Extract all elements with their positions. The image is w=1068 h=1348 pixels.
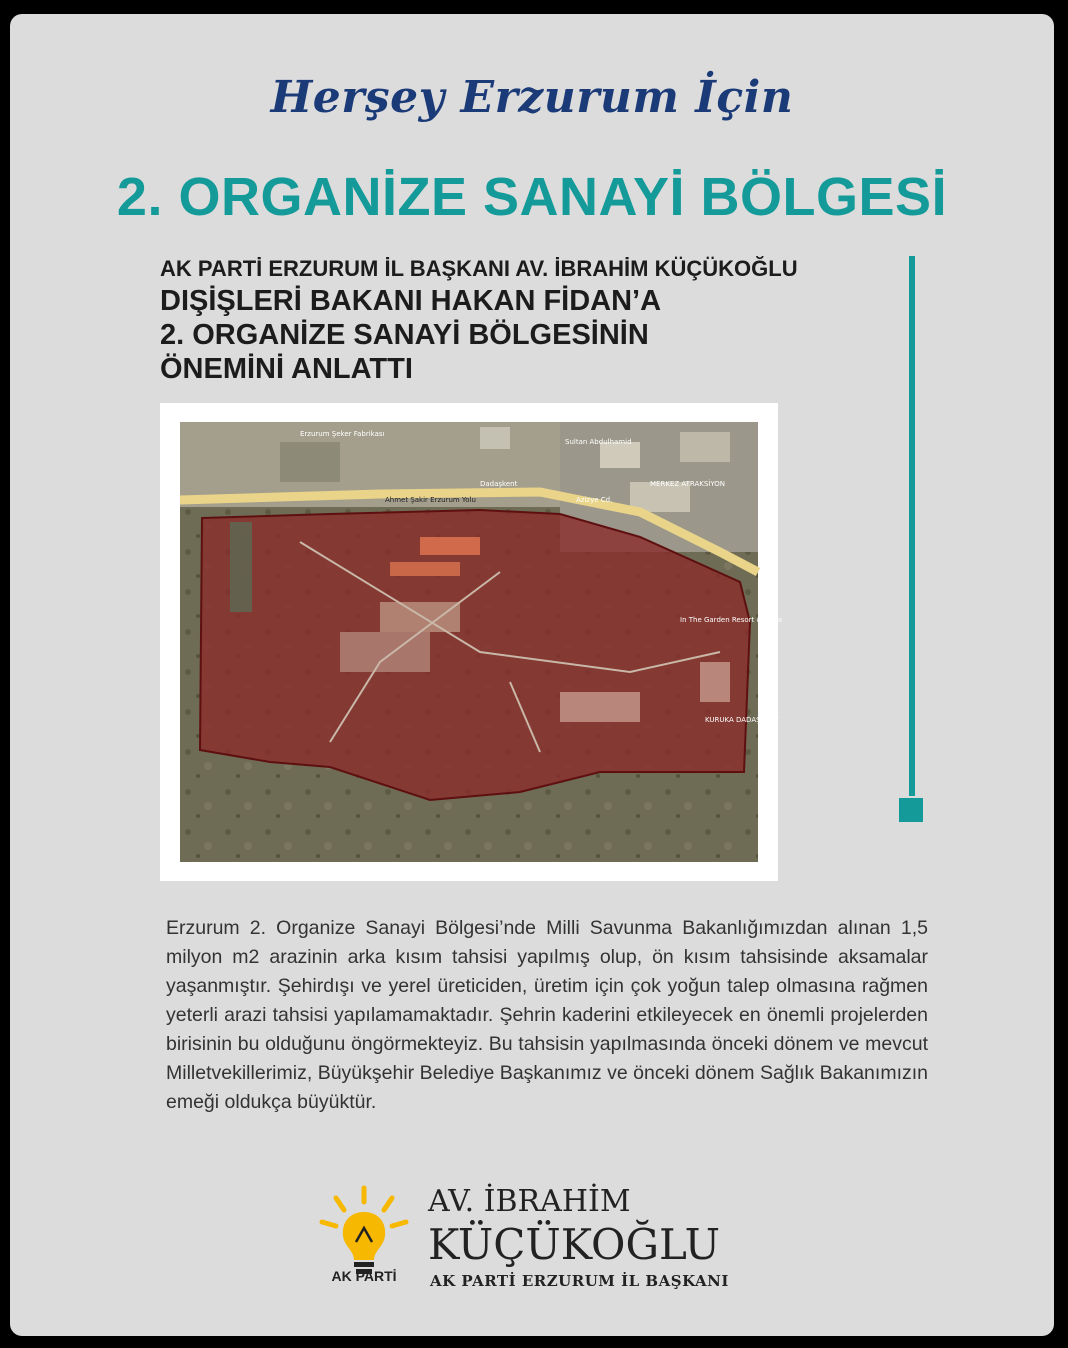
slogan: Herşey Erzurum İçin bbox=[270, 72, 794, 123]
signature-name-line-2: KÜÇÜKOĞLU bbox=[428, 1220, 721, 1269]
headline-line-3: 2. ORGANİZE SANAYİ BÖLGESİNİN bbox=[160, 319, 649, 351]
satellite-map bbox=[180, 422, 783, 862]
map-label-place3: Dadaşkent bbox=[480, 480, 518, 488]
poster bbox=[10, 14, 1054, 1336]
map-label-place4: MERKEZ ATRAKSİYON bbox=[650, 480, 725, 488]
map-label-place6: KURUKA DADAŞKENT bbox=[705, 716, 780, 724]
headline-line-2: DIŞİŞLERİ BAKANI HAKAN FİDAN’A bbox=[160, 285, 662, 317]
headline-line-4: ÖNEMİNİ ANLATTI bbox=[160, 353, 413, 385]
signature-name-line-1: AV. İBRAHİM bbox=[428, 1184, 631, 1219]
map-frame bbox=[160, 403, 783, 881]
headline bbox=[160, 254, 890, 386]
map-label-road: Ahmet Şakir Erzurum Yolu bbox=[385, 496, 476, 504]
map-label-place1: Erzurum Şeker Fabrikası bbox=[300, 430, 385, 438]
headline-line-1: AK PARTİ ERZURUM İL BAŞKANI AV. İBRAHİM KÜÇÜKOĞLU bbox=[160, 256, 798, 281]
page-title: 2. ORGANİZE SANAYİ BÖLGESİ bbox=[116, 167, 948, 227]
signature-role: AK PARTİ ERZURUM İL BAŞKANI bbox=[430, 1272, 729, 1290]
accent-square bbox=[899, 798, 923, 822]
map-label-place2: Sultan Abdulhamid bbox=[565, 438, 632, 446]
map-label-place7: Azizye Cd. bbox=[576, 496, 613, 504]
accent-line bbox=[909, 256, 915, 796]
map-label-place5: In The Garden Resort & Aqua bbox=[680, 616, 783, 624]
party-logo-text: AK PARTİ bbox=[331, 1268, 397, 1284]
body-paragraph: Erzurum 2. Organize Sanayi Bölgesi’nde Milli Savunma Bakanlığımızdan alınan 1,5 milyon m2 arazinin arka kısım tahsisi yapılmış olup, ön kısım tahsisinde aksamalar yaşanmıştır. Şehirdışı ve yerel üreticiden, üretim için çok yoğun talep olmasına rağmen yeterli arazi tahsisi yapılamamaktadır. Şehrin kaderini etkileyecek en önemli projelerden birisinin bu olduğunu öngörmekteyiz. Bu tahsisin yapılmasında önceki dönem ve mevcut Milletvekillerimiz, Büyükşehir Belediye Başkanımız ve önceki dönem Sağlık Bakanımızın emeği oldukça büyüktür. bbox=[166, 917, 928, 1113]
map-image bbox=[180, 422, 783, 862]
